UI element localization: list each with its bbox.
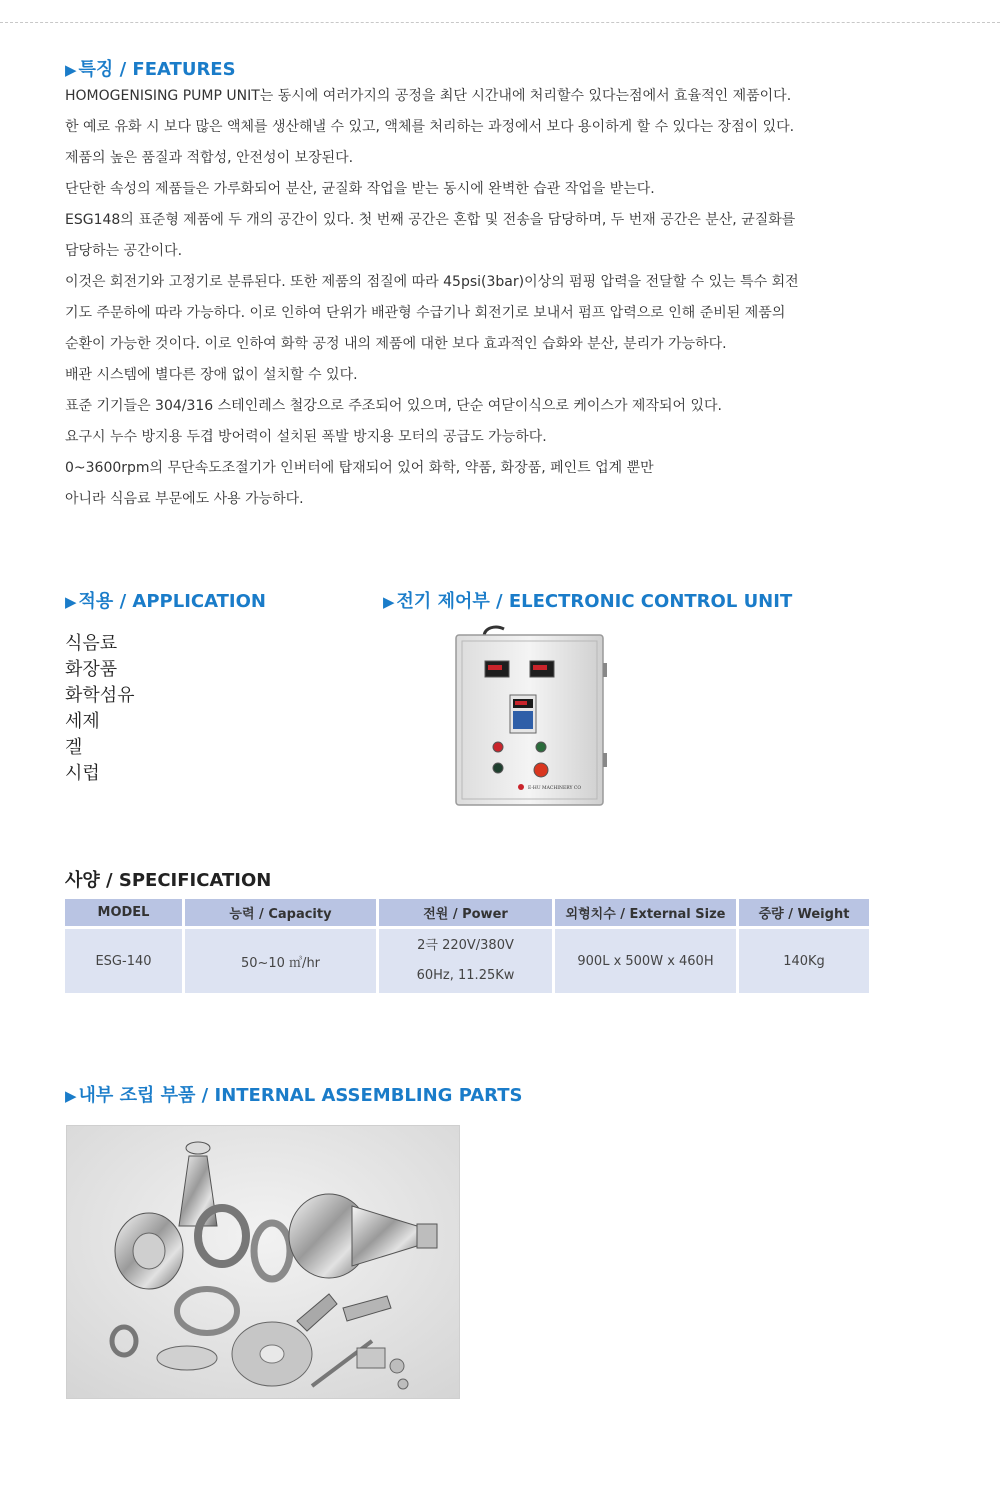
size-cell: 900L x 500W x 460H [555,929,739,993]
features-line: 순환이 가능한 것이다. 이로 인하여 화학 공정 내의 제품에 대한 보다 효과적인 습화와 분산, 분리가 가능하다. [65,336,727,352]
column-header: 외형치수 / External Size [555,899,739,929]
stator-icon [157,1346,217,1370]
column-header: 중량 / Weight [739,899,869,929]
triangle-bullet-icon: ▶ [65,61,77,79]
power-line: 2극 220V/380V [417,938,514,953]
application-item: 화장품 [65,659,118,680]
table-row [65,929,869,993]
features-line: 담당하는 공간이다. [65,243,183,259]
control-unit-title-text: 전기 제어부 / ELECTRONIC CONTROL UNIT [396,591,793,612]
features-title [65,55,236,81]
column-header: 전원 / Power [379,899,555,929]
triangle-bullet-icon: ▶ [65,1087,77,1105]
internal-parts-photo [66,1125,460,1399]
red-button-icon [493,742,503,752]
coupling-icon [357,1348,385,1368]
weight-cell: 140Kg [739,929,869,993]
application-item: 세제 [65,711,100,732]
application-item: 겔 [65,737,83,758]
features-line: 표준 기기들은 304/316 스테인레스 철강으로 주조되어 있으며, 단순 여닫이식으로 케이스가 제작되어 있다. [65,398,722,414]
model-cell: ESG-140 [65,929,185,993]
features-line: HOMOGENISING PUMP UNIT는 동시에 여러가지의 공정을 최단 시간내에 처리할수 있다는점에서 효율적인 제품이다. [65,88,792,104]
specification-table [65,899,869,993]
maker-plate: E-HU MACHINERY CO [528,786,582,791]
features-line: ESG148의 표준형 제품에 두 개의 공간이 있다. 첫 번째 공간은 혼합 및 전송을 담당하며, 두 번재 공간은 분산, 균질화를 [65,212,796,228]
table-header-row [65,899,869,929]
column-header: MODEL [65,899,185,929]
power-cell [379,929,555,993]
emergency-button-icon [534,763,548,777]
specification-title: 사양 / SPECIFICATION [65,870,272,891]
features-line: 기도 주문하에 따라 가능하다. 이로 인하여 단위가 배관형 수급기나 회전기로 보내서 펌프 압력으로 인해 준비된 제품의 [65,305,786,321]
column-header: 능력 / Capacity [185,899,379,929]
top-dashed-divider [0,22,1000,23]
black-button-icon [493,763,503,773]
application-title-text: 적용 / APPLICATION [78,591,266,612]
features-line: 한 예로 유화 시 보다 많은 액체를 생산해낼 수 있고, 액체를 처리하는 과정에서 보다 용이하게 할 수 있다는 장점이 있다. [65,119,795,135]
features-line: 아니라 식음료 부문에도 사용 가능하다. [65,491,304,507]
capacity-cell: 50~10 ㎥/hr [185,929,379,993]
features-line: 요구시 누수 방지용 두겹 방어력이 설치된 폭발 방지용 모터의 공급도 가능하다. [65,429,547,445]
triangle-bullet-icon: ▶ [65,593,77,611]
application-item: 식음료 [65,633,118,654]
features-body [65,81,935,515]
power-line: 60Hz, 11.25Kw [416,968,515,983]
control-unit-photo [452,623,607,808]
features-line: 이것은 회전기와 고정기로 분류된다. 또한 제품의 점질에 따라 45psi(3bar)이상의 펌핑 압력을 전달할 수 있는 특수 회전 [65,274,799,290]
features-title-text: 특징 / FEATURES [78,59,236,80]
parts-title [65,1081,522,1107]
triangle-bullet-icon: ▶ [383,593,395,611]
features-line: 0~3600rpm의 무단속도조절기가 인버터에 탑재되어 있어 화학, 약품, 화장품, 페인트 업계 뿐만 [65,460,654,476]
control-unit-title [383,587,792,613]
features-line: 배관 시스템에 별다른 장애 없이 설치할 수 있다. [65,367,358,383]
application-item: 시럽 [65,763,100,784]
application-item: 화학섬유 [65,685,135,706]
parts-title-text: 내부 조립 부품 / INTERNAL ASSEMBLING PARTS [78,1085,523,1106]
application-title [65,587,266,613]
application-list [65,631,135,787]
green-button-icon [536,742,546,752]
features-line: 제품의 높은 품질과 적합성, 안전성이 보장된다. [65,150,354,166]
features-line: 단단한 속성의 제품들은 가루화되어 분산, 균질화 작업을 받는 동시에 완벽한 습관 작업을 받는다. [65,181,655,197]
